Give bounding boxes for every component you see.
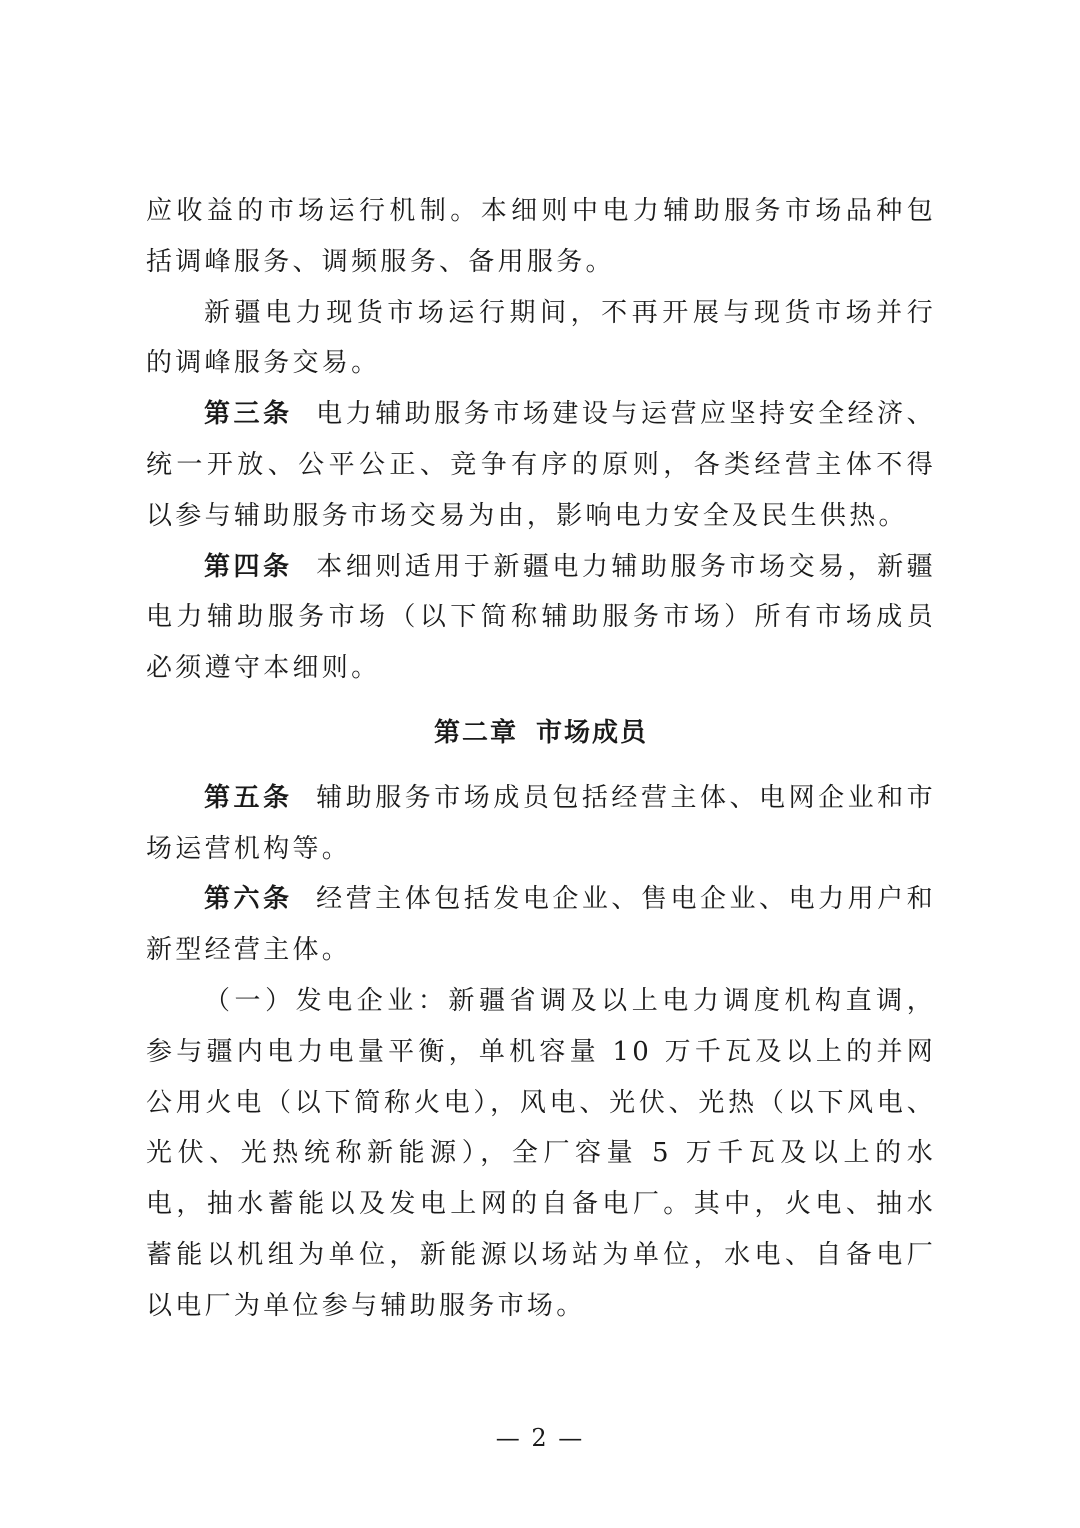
article-3-text: 电力辅助服务市场建设与运营应坚持安全经济、统一开放、公平公正、竞争有序的原则，各类经营主体不得以参与辅助服务市场交易为由，影响电力安全及民生供热。	[146, 399, 936, 531]
page-number: — 2 —	[495, 1424, 585, 1452]
paragraph-article-6	[146, 874, 936, 976]
paragraph-article-4	[146, 542, 936, 694]
paragraph-article-5	[146, 773, 936, 875]
paragraph-article-3	[146, 389, 936, 541]
chapter-number: 第二章	[433, 717, 518, 748]
chapter-heading	[146, 708, 936, 759]
article-5-label: 第五条	[204, 782, 293, 813]
article-4-label: 第四条	[204, 551, 293, 582]
paragraph-spot-market: 新疆电力现货市场运行期间，不再开展与现货市场并行的调峰服务交易。	[146, 297, 936, 379]
paragraph-power-generation: （一）发电企业：新疆省调及以上电力调度机构直调，参与疆内电力电量平衡，单机容量 10 万千瓦及以上的并网公用火电（以下简称火电），风电、光伏、光热（以下风电、光伏、光热统称新能源），全厂容量 5 万千瓦及以上的水电，抽水蓄能以及发电上网的自备电厂。其中，火电、抽水蓄能以机组为单位，新能源以场站为单位，水电、自备电厂以电厂为单位参与辅助服务市场。	[146, 985, 936, 1321]
chapter-title: 市场成员	[536, 717, 649, 748]
article-4-text: 本细则适用于新疆电力辅助服务市场交易，新疆电力辅助服务市场（以下简称辅助服务市场）所有市场成员必须遵守本细则。	[146, 551, 936, 684]
document-body	[146, 186, 936, 1332]
article-3-label: 第三条	[204, 399, 293, 430]
article-5-text: 辅助服务市场成员包括经营主体、电网企业和市场运营机构等。	[146, 782, 936, 864]
article-6-label: 第六条	[204, 884, 293, 915]
article-6-text: 经营主体包括发电企业、售电企业、电力用户和新型经营主体。	[146, 884, 936, 966]
paragraph-market-mechanism: 应收益的市场运行机制。本细则中电力辅助服务市场品种包括调峰服务、调频服务、备用服务。	[146, 196, 936, 277]
